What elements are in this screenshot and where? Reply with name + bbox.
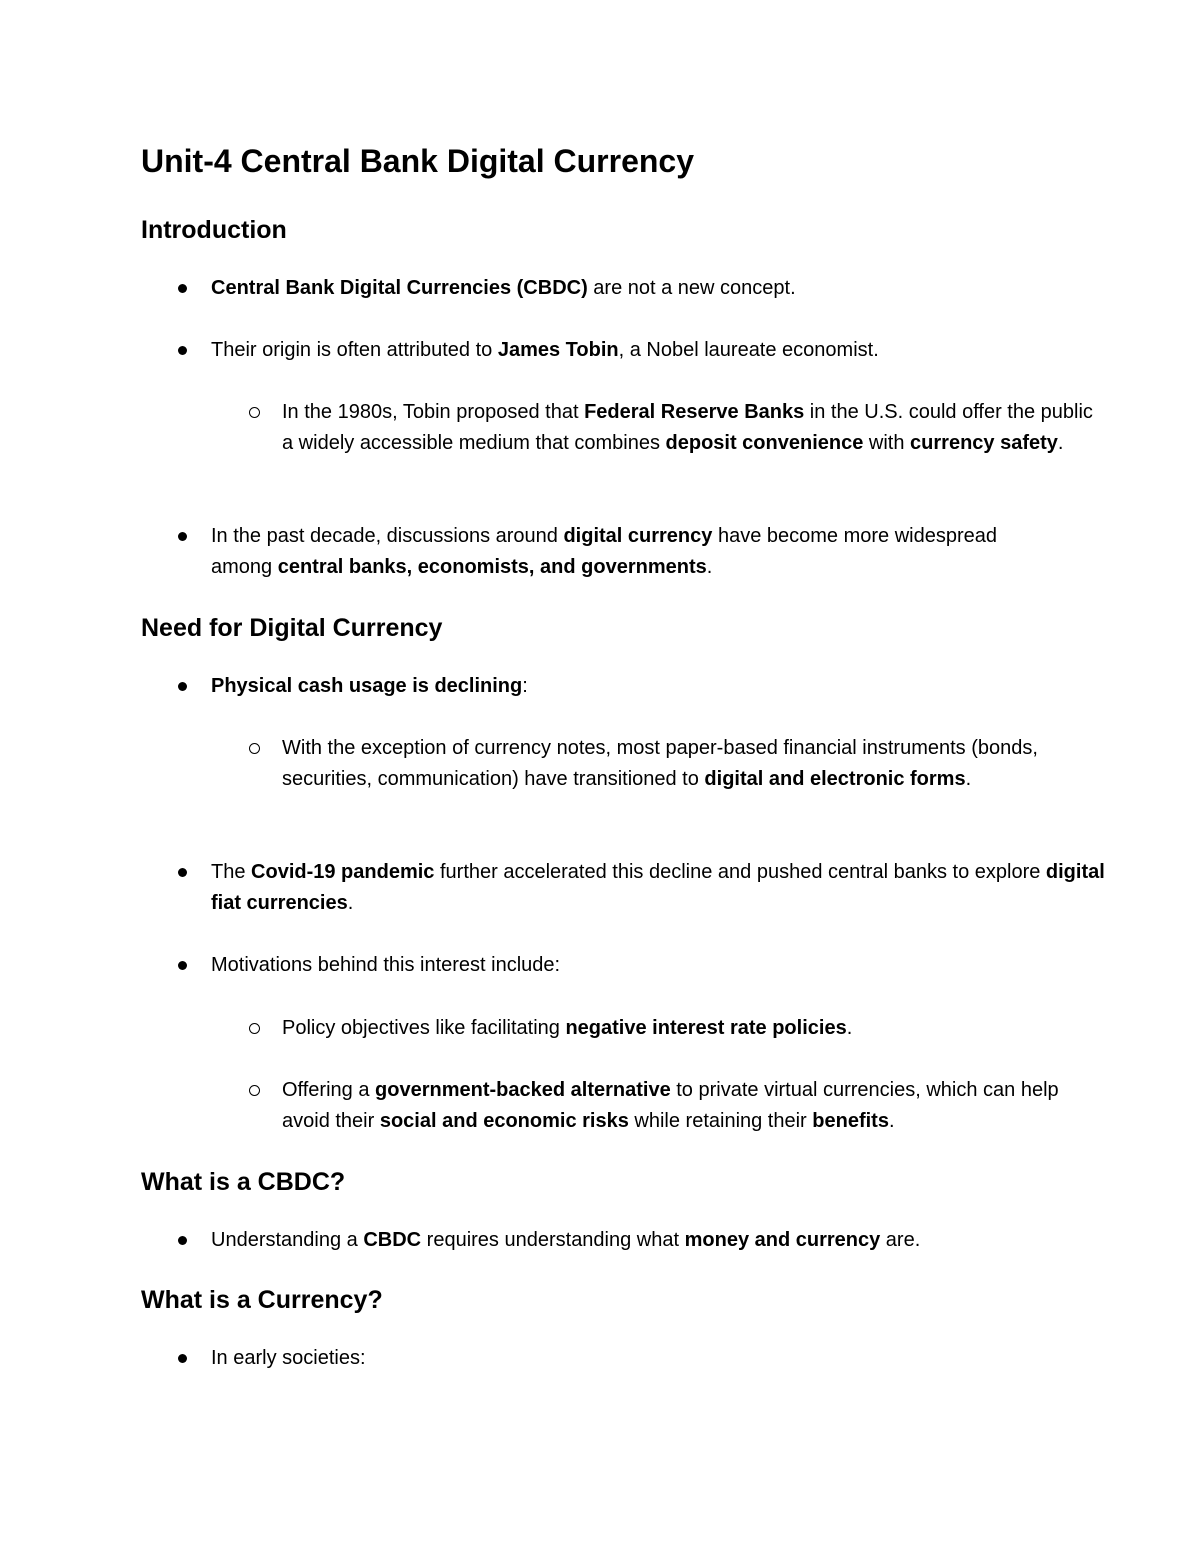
text-run: while retaining their [628,1110,813,1132]
bold-text: central banks, economists, and governments [277,556,707,578]
bullet-circle-icon [249,743,260,754]
bullet-disc-icon [178,961,187,970]
list-item [211,1225,1116,1256]
text-run: In early societies: [211,1347,366,1369]
text-run: are. [880,1229,921,1251]
section-heading-what-is-a-cbdc: What is a CBDC? [141,1168,346,1196]
list-item [211,521,1041,583]
text-run: . [347,892,354,914]
bullet-disc-icon [178,682,187,691]
text-run: . [888,1110,895,1132]
text-run: Policy objectives like facilitating [282,1017,566,1039]
text-run: with [863,432,911,454]
list-item [211,1343,1116,1374]
bold-text: digital currency [563,525,713,547]
text-run: : [522,675,528,697]
bold-text: CBDC [363,1229,422,1251]
text-run: Offering a [282,1079,376,1101]
page-title: Unit-4 Central Bank Digital Currency [141,143,694,179]
text-run: . [846,1017,853,1039]
bold-text: Covid-19 pandemic [251,861,435,883]
list-item [282,1013,1122,1044]
section-heading-introduction: Introduction [141,216,287,244]
section-heading-need-for-digital-currency: Need for Digital Currency [141,614,443,642]
text-run: are not a new concept. [587,277,796,299]
text-run: to private virtual currencies, which can help avoid their [282,1079,1059,1132]
text-run: Understanding a [211,1229,364,1251]
bullet-circle-icon [249,1085,260,1096]
bold-text: James Tobin [497,339,619,361]
bold-text: Central Bank Digital Currencies (CBDC) [211,277,588,299]
text-run: . [1057,432,1064,454]
list-item [282,1075,1107,1137]
bold-text: government-backed alternative [375,1079,671,1101]
list-item [211,857,1111,919]
bold-text: negative interest rate policies [565,1017,847,1039]
bold-text: benefits [812,1110,889,1132]
bold-text: social and economic risks [379,1110,629,1132]
bold-text: deposit convenience [665,432,864,454]
bold-text: Physical cash usage is declining [211,675,523,697]
bullet-disc-icon [178,1354,187,1363]
section-heading-what-is-a-currency: What is a Currency? [141,1286,383,1314]
bullet-disc-icon [178,346,187,355]
list-item [282,397,1102,459]
bold-text: digital fiat currencies [211,861,1105,914]
text-run: The [211,861,252,883]
text-run: , a Nobel laureate economist. [618,339,879,361]
bold-text: digital and electronic forms [704,768,966,790]
bold-text: currency safety [910,432,1058,454]
bullet-circle-icon [249,407,260,418]
text-run: have become more widespread among [211,525,997,578]
list-item [211,671,1116,702]
list-item [211,950,1116,981]
bullet-disc-icon [178,1236,187,1245]
text-run: . [965,768,972,790]
text-run: Motivations behind this interest include: [211,954,561,976]
list-item [211,273,1116,304]
text-run: In the past decade, discussions around [211,525,564,547]
text-run: in the U.S. could offer the public a widely accessible medium that combines [282,401,1093,454]
list-item [211,335,1116,366]
text-run: In the 1980s, Tobin proposed that [282,401,585,423]
bold-text: Federal Reserve Banks [584,401,805,423]
bullet-disc-icon [178,868,187,877]
text-run: further accelerated this decline and pushed central banks to explore [434,861,1046,883]
text-run: . [706,556,713,578]
bold-text: money and currency [684,1229,881,1251]
text-run: With the exception of currency notes, most paper-based financial instruments (bonds, securities, communication) have transitioned to [282,737,1038,790]
list-item [282,733,1112,795]
bullet-disc-icon [178,284,187,293]
bullet-circle-icon [249,1023,260,1034]
text-run: Their origin is often attributed to [211,339,498,361]
bullet-disc-icon [178,532,187,541]
text-run: requires understanding what [421,1229,685,1251]
